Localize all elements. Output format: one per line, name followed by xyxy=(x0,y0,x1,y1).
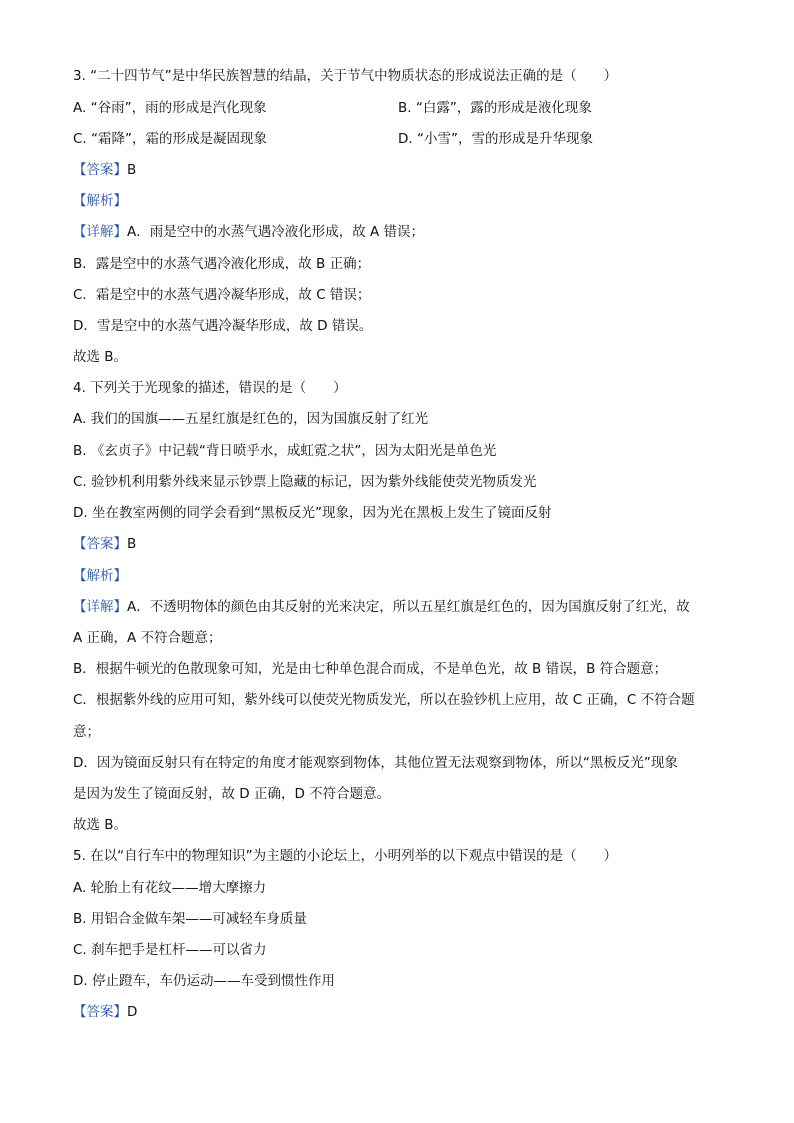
q4-stem: 4. 下列关于光现象的描述，错误的是（ ） xyxy=(73,380,347,396)
q3-detail-line xyxy=(73,223,424,241)
q3-detail-line: D．雪是空中的水蒸气遇冷凝华形成，故 D 错误。 xyxy=(73,318,373,334)
q3-analysis-tag: 【解析】 xyxy=(73,193,127,209)
q5-option-d: D. 停止蹬车，车仍运动——车受到惯性作用 xyxy=(73,973,335,989)
q3-answer xyxy=(73,161,136,179)
q3-option-c: C. “霜降”，霜的形成是凝固现象 xyxy=(73,131,267,147)
q4-detail-line: 是因为发生了镜面反射，故 D 正确，D 不符合题意。 xyxy=(73,786,391,802)
q5-option-a: A. 轮胎上有花纹——增大摩擦力 xyxy=(73,880,267,896)
answer-tag: 【答案】 xyxy=(73,536,127,552)
q4-detail-line: C．根据紫外线的应用可知，紫外线可以使荧光物质发光，所以在验钞机上应用，故 C 正确，C 不符合题 xyxy=(73,692,695,708)
q4-option-d: D. 坐在教室两侧的同学会看到“黑板反光”现象，因为光在黑板上发生了镜面反射 xyxy=(73,505,552,521)
q4-analysis-tag: 【解析】 xyxy=(73,568,127,584)
q3-option-b: B. “白露”，露的形成是液化现象 xyxy=(398,100,592,116)
q4-answer xyxy=(73,535,136,553)
q5-stem: 5. 在以“自行车中的物理知识”为主题的小论坛上，小明列举的以下观点中错误的是（ ） xyxy=(73,848,618,864)
q4-detail-text: A．不透明物体的颜色由其反射的光来决定，所以五星红旗是红色的，因为国旗反射了红光，故 xyxy=(127,599,690,615)
q3-conclusion: 故选 B。 xyxy=(73,349,128,365)
q5-answer-value: D xyxy=(127,1004,138,1020)
q5-option-c: C. 刹车把手是杠杆——可以省力 xyxy=(73,942,267,958)
q3-detail-text: A．雨是空中的水蒸气遇冷液化形成，故 A 错误； xyxy=(127,224,425,240)
q3-stem: 3. “二十四节气”是中华民族智慧的结晶，关于节气中物质状态的形成说法正确的是（ ） xyxy=(73,68,618,84)
q3-detail-line: B．露是空中的水蒸气遇冷液化形成，故 B 正确； xyxy=(73,256,371,272)
q4-detail-line: B．根据牛顿光的色散现象可知，光是由七种单色混合而成，不是单色光，故 B 错误，B 符合题意； xyxy=(73,661,668,677)
q4-detail-line: A 正确，A 不符合题意； xyxy=(73,630,222,646)
q4-option-c: C. 验钞机利用紫外线来显示钞票上隐藏的标记，因为紫外线能使荧光物质发光 xyxy=(73,474,537,490)
q4-answer-value: B xyxy=(127,536,137,552)
detail-tag: 【详解】 xyxy=(73,599,127,615)
q4-detail-line: D．因为镜面反射只有在特定的角度才能观察到物体，其他位置无法观察到物体，所以“黑板反光”现象 xyxy=(73,755,678,771)
q4-detail-line: 意； xyxy=(73,724,100,740)
answer-tag: 【答案】 xyxy=(73,1004,127,1020)
q3-detail-line: C．霜是空中的水蒸气遇冷凝华形成，故 C 错误； xyxy=(73,287,371,303)
q4-conclusion: 故选 B。 xyxy=(73,817,128,833)
q5-option-b: B. 用铝合金做车架——可减轻车身质量 xyxy=(73,911,307,927)
q4-option-b: B. 《玄贞子》中记载“背日喷乎水，成虹霓之状”，因为太阳光是单色光 xyxy=(73,443,497,459)
q4-option-a: A. 我们的国旗——五星红旗是红色的，因为国旗反射了红光 xyxy=(73,411,429,427)
q4-detail-line xyxy=(73,598,690,616)
detail-tag: 【详解】 xyxy=(73,224,127,240)
q3-option-a: A. “谷雨”，雨的形成是汽化现象 xyxy=(73,100,267,116)
q3-option-d: D. “小雪”，雪的形成是升华现象 xyxy=(398,131,593,147)
answer-tag: 【答案】 xyxy=(73,162,127,178)
q5-answer xyxy=(73,1003,137,1021)
q3-answer-value: B xyxy=(127,162,137,178)
